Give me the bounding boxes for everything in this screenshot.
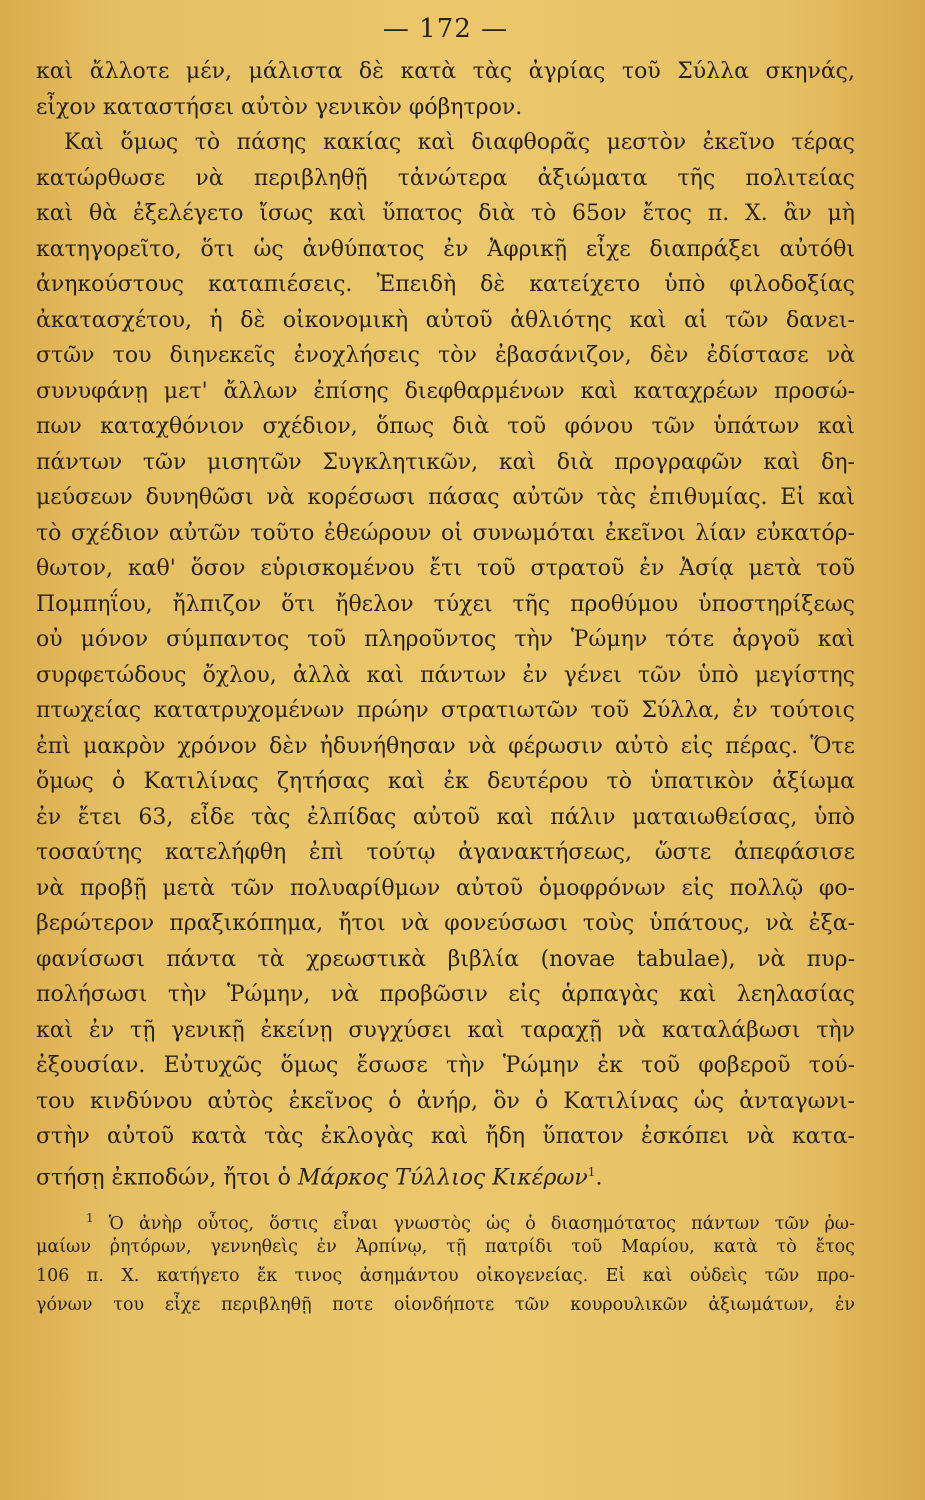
text-line: ἐν ἔτει 63, εἶδε τὰς ἐλπίδας αὐτοῦ καὶ πάλιν ματαιωθείσας, ὑπὸ [36,804,855,830]
text-line: καὶ θὰ ἐξελέγετο ἴσως καὶ ὕπατος διὰ τὸ 65ον ἔτος π. Χ. ἂν μὴ [36,201,855,226]
footnote-line: μαίων ῥητόρων, γεννηθεὶς ἐν Ἀρπίνῳ, τῇ πατρίδι τοῦ Μαρίου, κατὰ τὸ ἔτος [36,1237,855,1257]
text-line: μεύσεων δυνηθῶσι νὰ κορέσωσι πάσας αὐτῶν τὰς ἐπιθυμίας. Εἰ καὶ [36,485,855,510]
main-text [36,54,855,1190]
text-line: καὶ ἄλλοτε μέν, μάλιστα δὲ κατὰ τὰς ἀγρίας τοῦ Σύλλα σκηνάς, [36,59,855,84]
footnote-reference: 1 [587,1164,596,1179]
footnote-line: 106 π. Χ. κατήγετο ἔκ τινος ἀσημάντου οἰκογενείας. Εἰ καὶ οὐδεὶς τῶν προ- [36,1266,855,1286]
text-line: συνυφάνῃ μετ' ἄλλων ἐπίσης διεφθαρμένων καὶ καταχρέων προσώ- [36,378,855,404]
text-line: πάντων τῶν μισητῶν Συγκλητικῶν, καὶ διὰ προγραφῶν καὶ δη- [36,449,855,475]
text-line: κατηγορεῖτο, ὅτι ὡς ἀνθύπατος ἐν Ἀφρικῇ εἶχε διαπράξει αὐτόθι [36,236,855,262]
text-line: ἐξουσίαν. Εὐτυχῶς ὅμως ἔσωσε τὴν Ῥώμην ἐκ τοῦ φοβεροῦ τού- [36,1053,855,1078]
text-line: συρφετώδους ὄχλου, ἀλλὰ καὶ πάντων ἐν γένει τῶν ὑπὸ μεγίστης [36,662,855,688]
footnote-mark: 1 [86,1211,94,1225]
text-line: ὅμως ὁ Κατιλίνας ζητήσας καὶ ἐκ δευτέρου τὸ ὑπατικὸν ἀξίωμα [36,769,855,794]
text-line: ἀκατασχέτου, ἡ δὲ οἰκονομικὴ αὐτοῦ ἀθλιότης καὶ αἱ τῶν δανει- [36,307,855,333]
person-name: Μάρκος Τύλλιος Κικέρων [297,1164,588,1190]
text-line: οὐ μόνον σύμπαντος τοῦ πληροῦντος τὴν Ῥώμην τότε ἀργοῦ καὶ [36,627,855,652]
text-line: κατώρθωσε νὰ περιβληθῇ τἀνώτερα ἀξιώματα τῆς πολιτείας [36,165,855,191]
text-line: του κινδύνου αὐτὸς ἐκεῖνος ὁ ἀνήρ, ὃν ὁ Κατιλίνας ὡς ἀνταγωνι- [36,1088,855,1114]
text-line: ἐπὶ μακρὸν χρόνον δὲν ἠδυνήθησαν νὰ φέρωσιν αὐτὸ εἰς πέρας. Ὅτε [36,733,855,759]
text-line: θωτον, καθ' ὅσον εὑρισκομένου ἔτι τοῦ στρατοῦ ἐν Ἀσίᾳ μετὰ τοῦ [36,556,855,581]
text-line: εἶχον καταστήσει αὐτὸν γενικὸν φόβητρον. [36,94,523,120]
text-line: Πομπηΐου, ἤλπιζον ὅτι ἤθελον τύχει τῆς προθύμου ὑποστηρίξεως [36,591,855,617]
text-line: τοσαύτης κατελήφθη ἐπὶ τούτῳ ἀγανακτήσεως, ὥστε ἀπεφάσισε [36,840,855,865]
footnote-line [36,1204,855,1233]
text-line: Καὶ ὅμως τὸ πάσης κακίας καὶ διαφθορᾶς μεστὸν ἐκεῖνο τέρας [64,130,855,155]
footnote [36,1204,855,1320]
final-line-suffix: . [595,1164,603,1190]
text-line: τὸ σχέδιον αὐτῶν τοῦτο ἐθεώρουν οἱ συνωμόται ἐκεῖνοι λίαν εὐκατόρ- [36,520,855,546]
text-line: φανίσωσι πάντα τὰ χρεωστικὰ βιβλία (novae tabulae), νὰ πυρ- [36,946,855,972]
page-number: — 172 — [382,14,509,44]
text-line: καὶ ἐν τῇ γενικῇ ἐκείνῃ συγχύσει καὶ ταραχῇ νὰ καταλάβωσι τὴν [36,1017,855,1043]
text-line: πων καταχθόνιον σχέδιον, ὅπως διὰ τοῦ φόνου τῶν ὑπάτων καὶ [36,414,855,439]
text-line: βερώτερον πραξικόπημα, ἤτοι νὰ φονεύσωσι τοὺς ὑπάτους, νὰ ἐξα- [36,911,855,936]
footnote-first-text: Ὁ ἀνὴρ οὗτος, ὅστις εἶναι γνωστὸς ὡς ὁ διασημότατος πάντων τῶν ῥω- [108,1213,855,1233]
text-line: νὰ προβῇ μετὰ τῶν πολυαρίθμων αὐτοῦ ὁμοφρόνων εἰς πολλῷ φο- [36,875,855,901]
text-line: ἀνηκούστους καταπιέσεις. Ἐπειδὴ δὲ κατείχετο ὑπὸ φιλοδοξίας [36,272,855,297]
text-line-final [36,1155,855,1191]
text-line: στῶν του διηνεκεῖς ἐνοχλήσεις τὸν ἐβασάνιζον, δὲν ἐδίστασε νὰ [36,343,855,368]
text-line: πτωχείας κατατρυχομένων πρώην στρατιωτῶν τοῦ Σύλλα, ἐν τούτοις [36,698,855,723]
final-line-prefix: στήσῃ ἐκποδών, ἤτοι ὁ [36,1164,298,1190]
footnote-line: γόνων του εἶχε περιβληθῇ ποτε οἱονδήποτε τῶν κουρουλικῶν ἀξιωμάτων, ἐν [36,1295,855,1315]
text-line: πολήσωσι τὴν Ῥώμην, νὰ προβῶσιν εἰς ἁρπαγὰς καὶ λεηλασίας [36,982,855,1007]
text-line: στὴν αὐτοῦ κατὰ τὰς ἐκλογὰς καὶ ἤδη ὕπατον ἐσκόπει νὰ κατα- [36,1124,855,1149]
